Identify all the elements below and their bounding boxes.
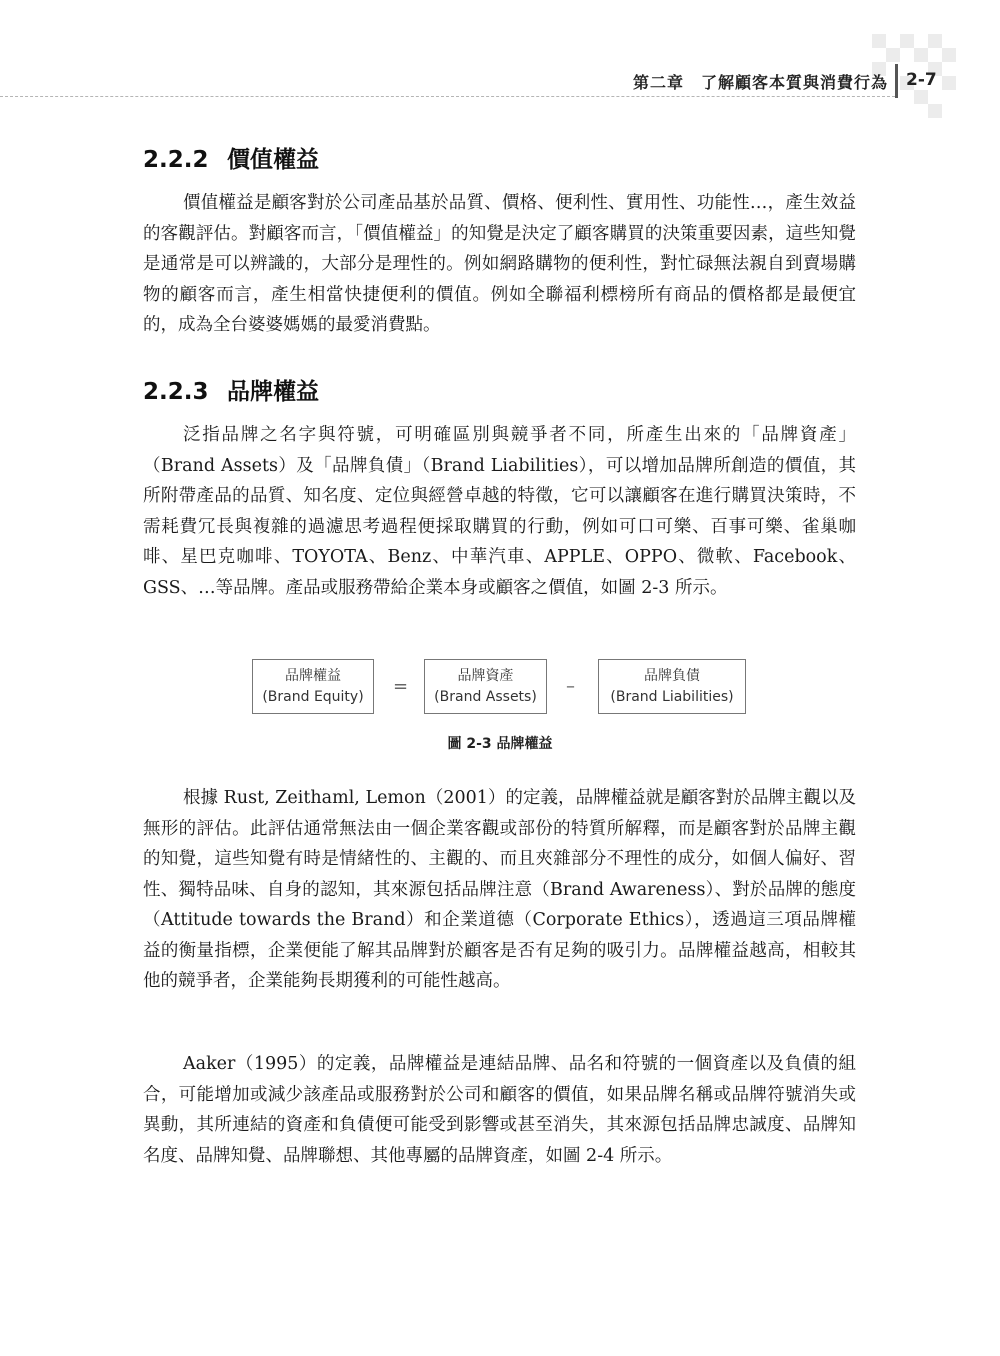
chapter-title: 第二章 了解顧客本質與消費行為 — [632, 73, 888, 92]
figure-caption: 圖 2-3 品牌權益 — [447, 736, 553, 752]
paragraph-brand-equity: 泛指品牌之名字與符號，可明確區別與競爭者不同，所產生出來的「品牌資產」（Brand Assets）及「品牌負債」（Brand Liabilities），可以增加品牌所創造的價值，其所附帶產品的品質、知名度、定位與經營卓越的特徵，它可以讓顧客在進行購買決策時，不需耗費冗長與複雜的過濾思考過程便採取購買的行動，例如可口可樂、百事可樂、雀巢咖啡、星巴克咖啡、TOYOTA、Benz、中華汽車、APPLE、OPPO、微軟、Facebook、GSS、…等品牌。產品或服務帶給企業本身或顧客之價值，如圖 2-3 所示。 — [143, 425, 856, 598]
figure-box-brand-liabilities — [598, 659, 746, 714]
box-label: 品牌權益 — [285, 668, 341, 684]
box-sublabel: (Brand Liabilities) — [610, 689, 734, 705]
equals-sign: = — [393, 676, 409, 697]
box-sublabel: (Brand Equity) — [262, 689, 364, 705]
paragraph-aaker-definition: Aaker（1995）的定義，品牌權益是連結品牌、品名和符號的一個資產以及負債的組合，可能增加或減少該產品或服務對於公司和顧客的價值，如果品牌名稱或品牌符號消失或異動，其所連結的資產和負債便可能受到影響或甚至消失，其來源包括品牌忠誠度、品牌知名度、品牌知覺、品牌聯想、其他專屬的品牌資產，如圖 2-4 所示。 — [143, 1054, 856, 1166]
figure-box-brand-equity — [252, 659, 374, 714]
paragraph-value-equity: 價值權益是顧客對於公司產品基於品質、價格、便利性、實用性、功能性…，產生效益的客觀評估。對顧客而言，「價值權益」的知覺是決定了顧客購買的決策重要因素，這些知覺是通常是可以辨識的，大部分是理性的。例如網路購物的便利性，對忙碌無法親自到賣場購物的顧客而言，產生相當快捷便利的價值。例如全聯福利標榜所有商品的價格都是最便宜的，成為全台婆婆媽媽的最愛消費點。 — [143, 193, 856, 335]
box-label: 品牌負債 — [644, 668, 700, 684]
section-title-text: 品牌權益 — [227, 379, 319, 405]
figure-box-brand-assets — [424, 659, 547, 714]
section-number: 2.2.2 — [143, 147, 209, 173]
page-number: 2-7 — [906, 70, 937, 90]
minus-sign: – — [566, 676, 575, 697]
section-heading-2-2-2 — [143, 141, 319, 174]
header-rule — [0, 96, 895, 97]
header-divider — [895, 64, 898, 98]
section-heading-2-2-3 — [143, 373, 319, 406]
box-sublabel: (Brand Assets) — [434, 689, 537, 705]
section-number: 2.2.3 — [143, 379, 209, 405]
paragraph-rust-definition: 根據 Rust, Zeithaml, Lemon（2001）的定義，品牌權益就是顧客對於品牌主觀以及無形的評估。此評估通常無法由一個企業客觀或部份的特質所解釋，而是顧客對於品牌主觀的知覺，這些知覺有時是情緒性的、主觀的、而且夾雜部分不理性的成分，如個人偏好、習性、獨特品味、自身的認知，其來源包括品牌注意（Brand Awareness）、對於品牌的態度（Attitude towards the Brand）和企業道德（Corporate Ethics），透過這三項品牌權益的衡量指標，企業便能了解其品牌對於顧客是否有足夠的吸引力。品牌權益越高，相較其他的競爭者，企業能夠長期獲利的可能性越高。 — [143, 788, 856, 991]
section-title-text: 價值權益 — [227, 147, 319, 173]
box-label: 品牌資產 — [457, 668, 514, 684]
